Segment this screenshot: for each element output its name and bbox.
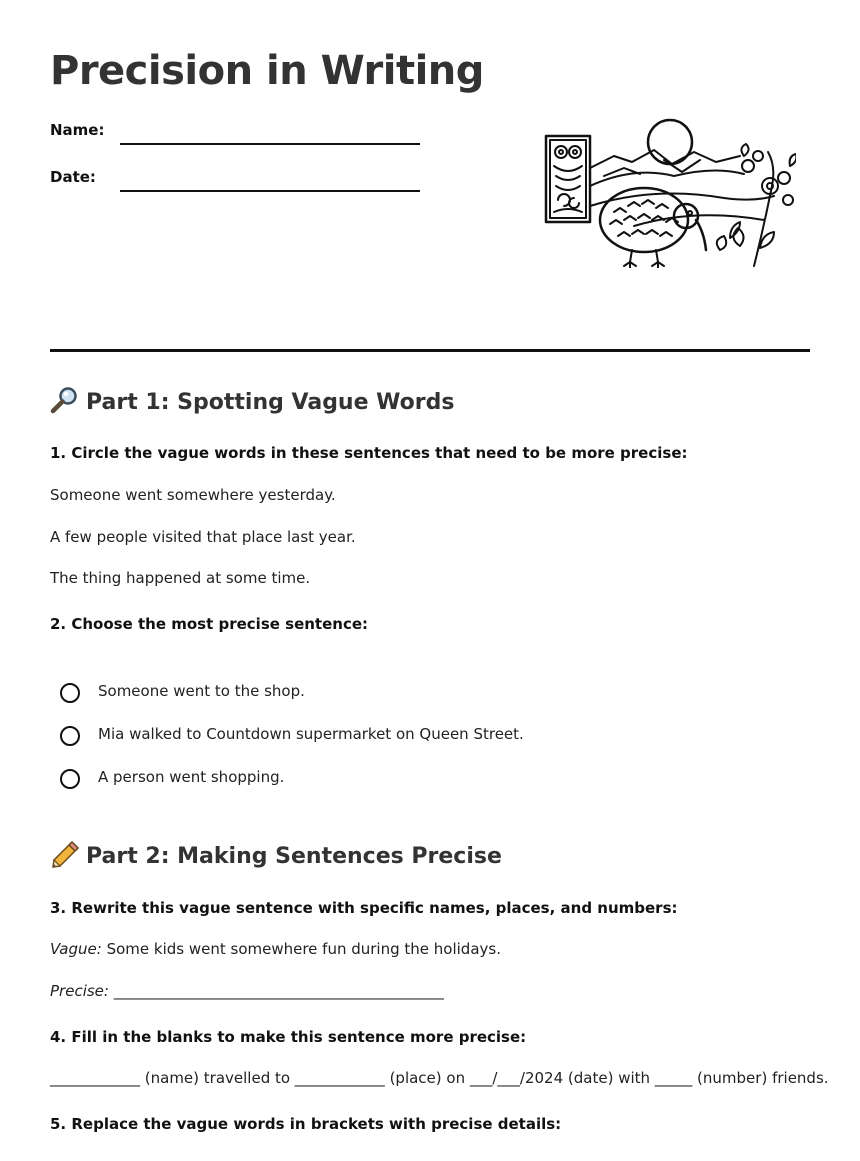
name-line[interactable]: [120, 143, 420, 145]
question-3-prompt: 3. Rewrite this vague sentence with specific names, places, and numbers:: [50, 899, 678, 917]
precise-answer-line[interactable]: [50, 982, 444, 1000]
precise-label: Precise:: [50, 982, 109, 1000]
precise-blank[interactable]: ____________________________________________: [108, 982, 444, 1000]
vague-sentence-1[interactable]: Someone went somewhere yesterday.: [50, 486, 336, 504]
question-4-prompt: 4. Fill in the blanks to make this sentence more precise:: [50, 1028, 527, 1046]
date-field[interactable]: [50, 168, 96, 186]
date-label: Date:: [50, 168, 96, 186]
header-divider: [50, 349, 810, 352]
vague-label: Vague:: [50, 940, 102, 958]
part2-heading: [50, 840, 502, 869]
radio-option-2[interactable]: [60, 726, 80, 746]
vague-sentence-3[interactable]: The thing happened at some time.: [50, 569, 311, 587]
question-5-prompt: 5. Replace the vague words in brackets with precise details:: [50, 1115, 562, 1133]
radio-option-3[interactable]: [60, 769, 80, 789]
vague-sentence-2[interactable]: A few people visited that place last year.: [50, 528, 356, 546]
date-line[interactable]: [120, 190, 420, 192]
magnifying-glass-icon: [50, 386, 80, 414]
name-label: Name:: [50, 121, 105, 139]
vague-text: Some kids went somewhere fun during the holidays.: [101, 940, 501, 958]
radio-option-1[interactable]: [60, 683, 80, 703]
option-1-label: Someone went to the shop.: [98, 682, 305, 700]
name-field[interactable]: [50, 121, 104, 139]
fill-in-sentence[interactable]: ____________ (name) travelled to ____________ (place) on ___/___/2024 (date) with _____ (number) friends.: [50, 1069, 829, 1087]
part1-heading: [50, 386, 454, 415]
kiwi-bird-illustration: [544, 116, 796, 268]
part2-heading-text: Part 2: Making Sentences Precise: [86, 844, 502, 869]
option-2-label: Mia walked to Countdown supermarket on Queen Street.: [98, 725, 524, 743]
page-title: Precision in Writing: [50, 48, 484, 94]
pencil-icon: [50, 840, 80, 868]
vague-example: [50, 940, 501, 958]
question-2-prompt: 2. Choose the most precise sentence:: [50, 615, 369, 633]
question-1-prompt: 1. Circle the vague words in these sentences that need to be more precise:: [50, 444, 688, 462]
part1-heading-text: Part 1: Spotting Vague Words: [86, 390, 455, 415]
option-3-label: A person went shopping.: [98, 768, 285, 786]
